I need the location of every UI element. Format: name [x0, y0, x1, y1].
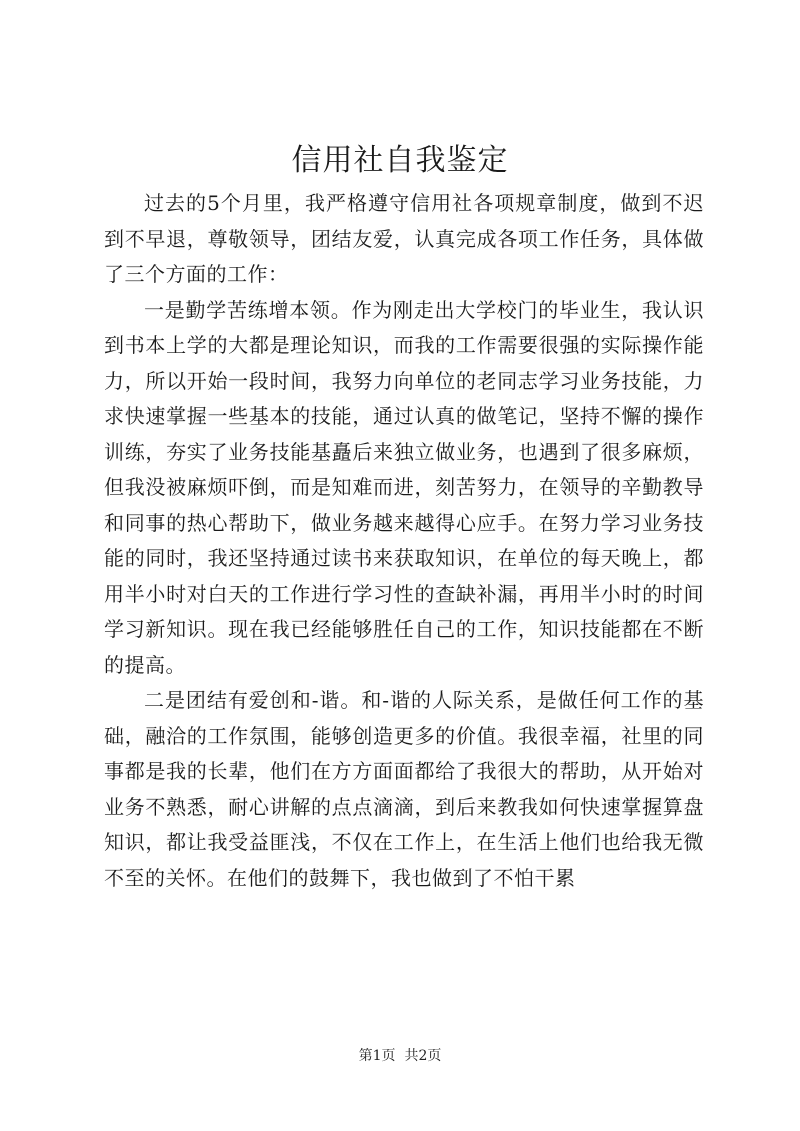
- page-title: 信用社自我鉴定: [291, 143, 509, 178]
- page-number-label: 第1页 共2页: [358, 1048, 442, 1064]
- paragraph-unity-harmony: 二是团结有爱创和-谐。和-谐的人际关系，是做任何工作的基础，融洽的工作氛围，能够创造更多的价值。我很幸福，社里的同事都是我的长辈，他们在方方面面都给了我很大的帮助，从开始对业务不熟悉，耐心讲解的点点滴滴，到后来教我如何快速掌握算盘知识，都让我受益匪浅，不仅在工作上，在生活上他们也给我无微不至的关怀。在他们的鼓舞下，我也做到了不怕干累: [104, 688, 704, 890]
- paragraph-diligent-study: 一是勤学苦练增本领。作为刚走出大学校门的毕业生，我认识到书本上学的大都是理论知识，而我的工作需要很强的实际操作能力，所以开始一段时间，我努力向单位的老同志学习业务技能，力求快速掌握一些基本的技能，通过认真的做笔记，坚持不懈的操作训练，夯实了业务技能基矗后来独立做业务，也遇到了很多麻烦，但我没被麻烦吓倒，而是知难而进，刻苦努力，在领导的辛勤教导和同事的热心帮助下，做业务越来越得心应手。在努力学习业务技能的同时，我还坚持通过读书来获取知识，在单位的每天晚上，都用半小时对白天的工作进行学习性的查缺补漏，再用半小时的时间学习新知识。现在我已经能够胜任自己的工作，知识技能都在不断的提高。: [104, 297, 704, 677]
- paragraph-intro: 过去的5个月里，我严格遵守信用社各项规章制度，做到不迟到不早退，尊敬领导，团结友爱，认真完成各项工作任务，具体做了三个方面的工作：: [104, 191, 704, 286]
- document-body: [104, 186, 704, 896]
- page-footer: [0, 1046, 800, 1066]
